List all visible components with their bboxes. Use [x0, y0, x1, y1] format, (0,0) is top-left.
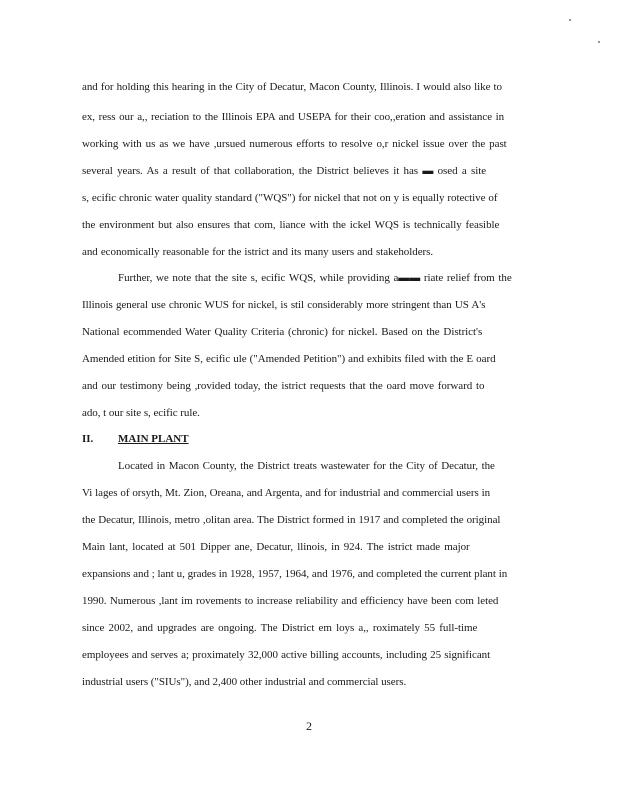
section-title: MAIN PLANT: [118, 433, 189, 445]
page-number: 2: [306, 719, 312, 733]
text-line: Located in Macon County, the District treats wastewater for the City of Decatur, the: [118, 460, 495, 472]
section-number: II.: [82, 433, 94, 445]
text-line: 1990. Numerous ,lant im rovements to increase reliability and efficiency have been com leted: [82, 595, 499, 607]
text-line: and for holding this hearing in the City of Decatur, Macon County, Illinois. I would also like to: [82, 81, 502, 93]
text-line: expansions and ; lant u, grades in 1928, 1957, 1964, and 1976, and completed the current plant in: [82, 568, 508, 580]
scan-speck: [569, 19, 571, 21]
text-line: Illinois general use chronic WUS for nickel, is stil considerably more stringent than US A's: [82, 299, 486, 311]
text-line: s, ecific chronic water quality standard ("WQS") for nickel that not on y is equally rotective of: [82, 192, 498, 204]
text-line: ex, ress our a,, reciation to the Illinois EPA and USEPA for their coo,,eration and assistance in: [82, 111, 505, 123]
text-line: working with us as we have ,ursued numerous efforts to resolve o,r nickel issue over the past: [82, 138, 507, 150]
text-line: and economically reasonable for the istrict and its many users and stakeholders.: [82, 246, 434, 258]
text-line: employees and serves a; proximately 32,000 active billing accounts, including 25 significant: [82, 649, 491, 661]
text-line: since 2002, and upgrades are ongoing. The District em loys a,, roximately 55 full-time: [82, 622, 478, 634]
text-line: and our testimony being ,rovided today, the istrict requests that the oard move forward to: [82, 380, 485, 392]
text-line: the Decatur, Illinois, metro ,olitan area. The District formed in 1917 and completed the original: [82, 514, 501, 526]
text-line: ado, t our site s, ecific rule.: [82, 407, 200, 419]
text-line: the environment but also ensures that com, liance with the ickel WQS is technically feasible: [82, 219, 500, 231]
text-line: Main lant, located at 501 Dipper ane, Decatur, llinois, in 924. The istrict made major: [82, 541, 470, 553]
text-line: Further, we note that the site s, ecific WQS, while providing a▬▬ riate relief from the: [118, 272, 512, 284]
text-line: Amended etition for Site S, ecific ule ("Amended Petition") and exhibits filed with the E oard: [82, 353, 496, 365]
text-line: National ecommended Water Quality Criteria (chronic) for nickel. Based on the District's: [82, 326, 483, 338]
scan-speck: [598, 41, 600, 43]
text-line: Vi lages of orsyth, Mt. Zion, Oreana, and Argenta, and for industrial and commercial users in: [82, 487, 491, 499]
text-line: industrial users ("SIUs"), and 2,400 other industrial and commercial users.: [82, 676, 407, 688]
text-line: several years. As a result of that collaboration, the District believes it has ▬ osed a site: [82, 165, 487, 177]
